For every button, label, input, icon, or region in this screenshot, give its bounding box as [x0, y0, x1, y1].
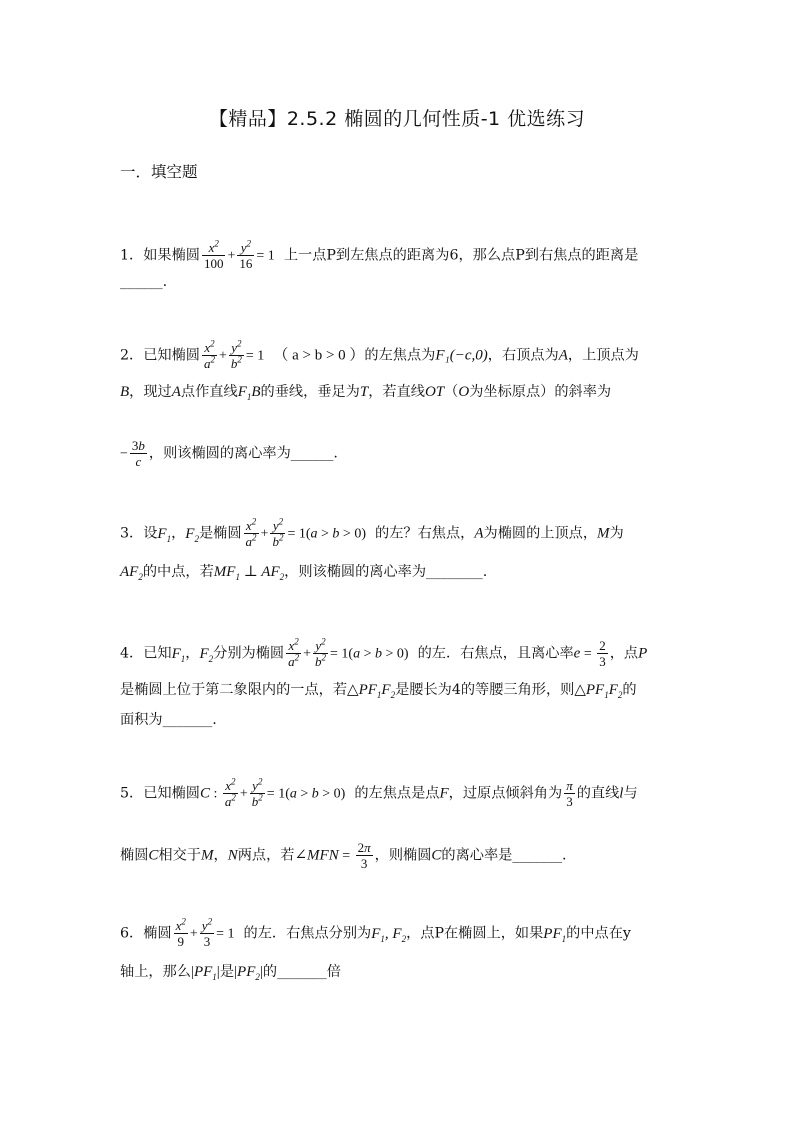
- question-5-line-1: 5．已知椭圆C : $\frac{x^2}{a^2}$ + $\frac{y^2}{b^2}$ = 1(a > b > 0) 的左焦点是点F，过原点倾斜角为 $\frac{\pi}{3}$ 的直线l与: [120, 776, 638, 809]
- question-4-line-3: 面积为_______.: [120, 712, 217, 728]
- fraction: $\frac{x^2}{a^2}$: [203, 338, 215, 371]
- fraction: $\frac{y^2}{16}$: [239, 238, 253, 271]
- question-1-line-1: 1．如果椭圆 $\frac{x^2}{100}$ + $\frac{y^2}{16}$ = 1 上一点P到左焦点的距离为6，那么点P到右焦点的距离是: [120, 238, 639, 271]
- question-3-line-2: $AF_2$的中点，若$MF_1$ ⊥ $AF_2$，则该椭圆的离心率为________.: [120, 564, 488, 582]
- fraction: $\frac{y^2}{b^2}$: [315, 636, 327, 669]
- fraction: $\frac{x^2}{a^2}$: [245, 516, 257, 549]
- fraction: $\frac{y^2}{3}$: [201, 916, 213, 949]
- fraction: $\frac{x^2}{9}$: [175, 916, 186, 949]
- page-title: 【精品】2.5.2 椭圆的几何性质-1 优选练习: [208, 108, 586, 130]
- question-1-line-2: ______.: [120, 274, 168, 290]
- question-6-line-1: 6．椭圆 $\frac{x^2}{9}$ + $\frac{y^2}{3}$ = 1 的左．右焦点分别为$F_1$, $F_2$，点P在椭圆上，如果$PF_1$的中点在y: [120, 916, 631, 949]
- fraction: $\frac{y^2}{b^2}$: [251, 776, 263, 809]
- fraction: $\frac{2\pi}{3}$: [357, 840, 371, 871]
- fraction: $\frac{x^2}{a^2}$: [288, 636, 300, 669]
- question-6-line-2: 轴上，那么$|PF_1|$是$|PF_2|$的_______倍: [120, 964, 341, 982]
- question-5-line-2: 椭圆C相交于M，N两点，若∠MFN = $\frac{2\pi}{3}$ ，则椭圆C的离心率是_______.: [120, 840, 567, 871]
- section-heading: 一．填空题: [120, 163, 198, 181]
- question-4-line-2: 是椭圆上位于第二象限内的一点，若$\triangle PF_1F_2$是腰长为4的等腰三角形，则$\triangle PF_1F_2$的: [120, 682, 637, 700]
- fraction: $\frac{y^2}{b^2}$: [230, 338, 242, 371]
- question-2-line-2: B，现过A点作直线$F_1B$的垂线，垂足为T，若直线OT（O为坐标原点）的斜率为: [120, 384, 612, 402]
- question-2-line-1: 2．已知椭圆 $\frac{x^2}{a^2}$ + $\frac{y^2}{b^2}$ = 1 （ a > b > 0 ）的左焦点为F₁(−c,0)，右顶点为A，上顶点为: [120, 338, 639, 371]
- question-2-line-3: − $\frac{3b}{c}$ ，则该椭圆的离心率为______.: [120, 438, 338, 469]
- fraction: $\frac{3b}{c}$: [131, 438, 145, 469]
- question-3-line-1: 3．设$F_1$，$F_2$是椭圆 $\frac{x^2}{a^2}$ + $\frac{y^2}{b^2}$ = 1(a > b > 0) 的左？右焦点，A为椭圆的上顶点，M为: [120, 516, 624, 549]
- question-4-line-1: 4．已知$F_1$，$F_2$分别为椭圆 $\frac{x^2}{a^2}$ + $\frac{y^2}{b^2}$ = 1(a > b > 0) 的左．右焦点，且离心率e = $\frac{2}{3}$ ，点P: [120, 636, 648, 669]
- fraction: $\frac{x^2}{a^2}$: [224, 776, 236, 809]
- fraction: $\frac{y^2}{b^2}$: [272, 516, 284, 549]
- fraction: $\frac{2}{3}$: [599, 638, 606, 669]
- fraction: $\frac{x^2}{100}$: [203, 238, 224, 271]
- fraction: $\frac{\pi}{3}$: [566, 778, 573, 809]
